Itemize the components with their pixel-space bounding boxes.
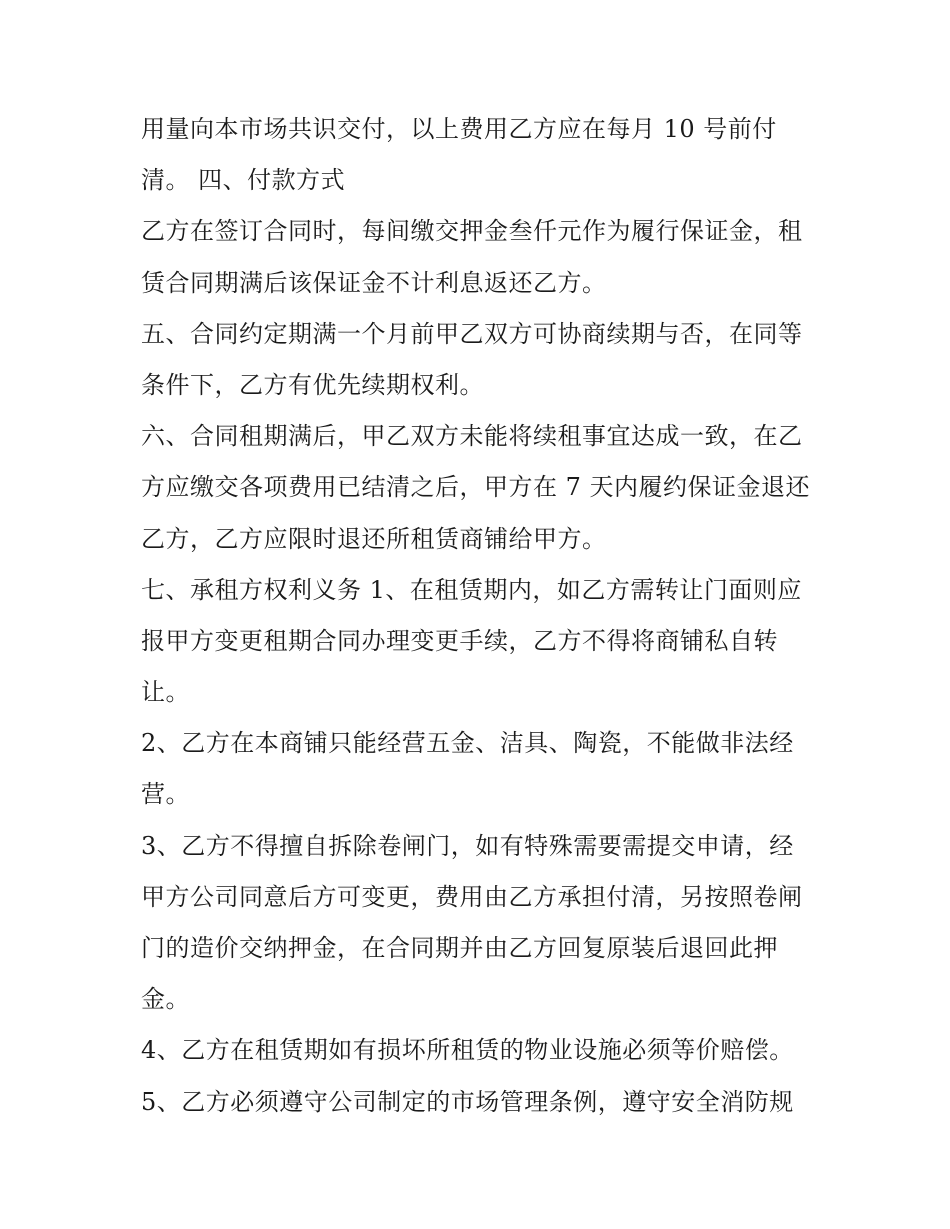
- text-line: 乙方在签订合同时，每间缴交押金叁仟元作为履行保证金，租: [141, 217, 803, 246]
- text-line: 清。 四、付款方式: [141, 166, 346, 195]
- text-line: 5、乙方必须遵守公司制定的市场管理条例，遵守安全消防规: [141, 1087, 794, 1116]
- text-line: 让。: [141, 678, 190, 707]
- text-line: 3、乙方不得擅自拆除卷闸门，如有特殊需要需提交申请，经: [141, 831, 794, 860]
- text-line: 条件下，乙方有优先续期权利。: [141, 370, 484, 399]
- text-line: 方应缴交各项费用已结清之后，甲方在 7 天内履约保证金退还: [141, 473, 811, 502]
- text-line: 乙方，乙方应限时退还所租赁商铺给甲方。: [141, 524, 607, 553]
- text-line: 六、合同租期满后，甲乙双方未能将续租事宜达成一致，在乙: [141, 422, 803, 451]
- text-line: 赁合同期满后该保证金不计利息返还乙方。: [141, 268, 607, 297]
- text-line: 营。: [141, 780, 190, 809]
- text-line: 门的造价交纳押金，在合同期并由乙方回复原装后退回此押: [141, 934, 778, 962]
- text-line: 用量向本市场共识交付，以上费用乙方应在每月 10 号前付: [141, 115, 777, 143]
- text-line: 七、承租方权利义务 1、在租赁期内，如乙方需转让门面则应: [141, 575, 802, 604]
- contract-text: [141, 104, 821, 1128]
- text-line: 五、合同约定期满一个月前甲乙双方可协商续期与否，在同等: [141, 319, 803, 348]
- text-line: 金。: [141, 985, 190, 1014]
- text-line: 2、乙方在本商铺只能经营五金、洁具、陶瓷，不能做非法经: [141, 729, 794, 758]
- text-line: 报甲方变更租期合同办理变更手续，乙方不得将商铺私自转: [141, 626, 778, 655]
- text-line: 甲方公司同意后方可变更，费用由乙方承担付清，另按照卷闸: [141, 882, 803, 911]
- text-line: 4、乙方在租赁期如有损坏所租赁的物业设施必须等价赔偿。: [141, 1036, 794, 1065]
